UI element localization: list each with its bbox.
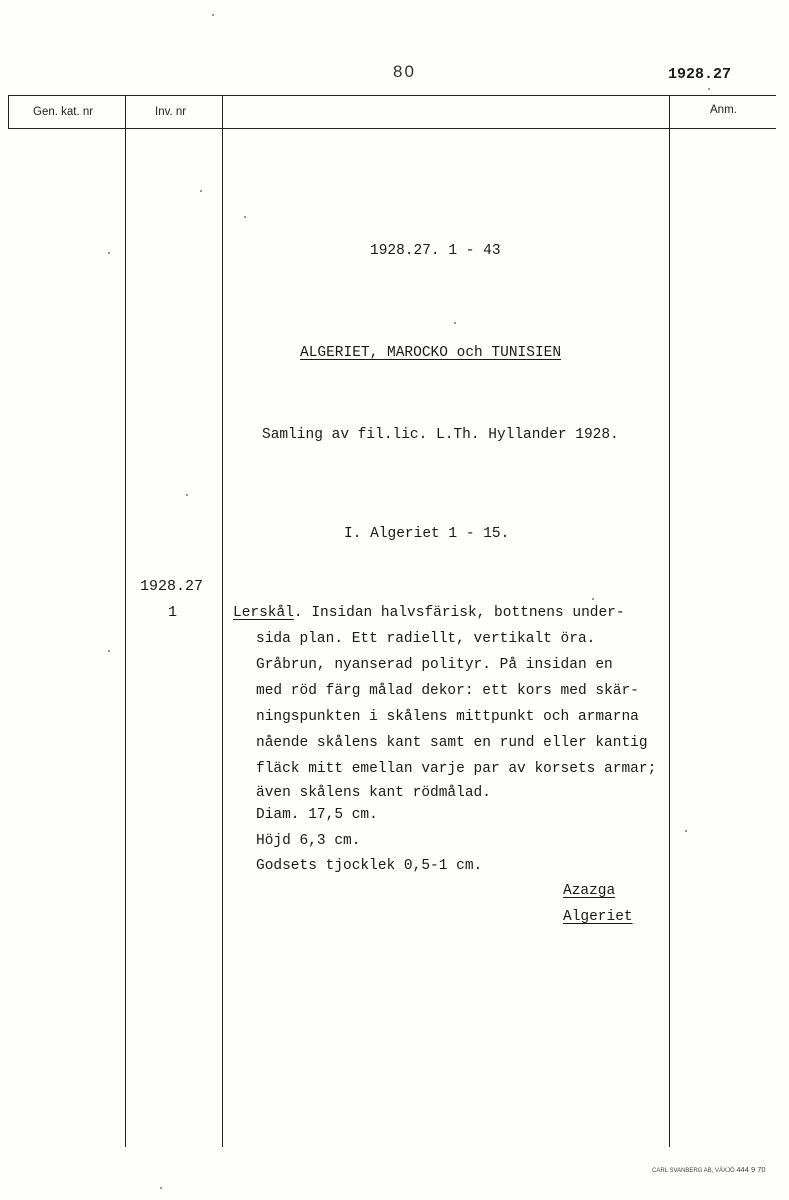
column-header-gen-kat-nr: Gen. kat. nr [33, 106, 94, 118]
speck [244, 216, 246, 218]
description-line-1 [233, 605, 625, 621]
column-header-inv-nr: Inv. nr [155, 106, 187, 118]
header-bottom-rule [8, 128, 776, 129]
collection-collector-line: Samling av fil.lic. L.Th. Hyllander 1928. [262, 427, 619, 443]
column-rule-2 [222, 95, 223, 1147]
measurement-thickness: Godsets tjocklek 0,5-1 cm. [256, 858, 483, 874]
left-border-rule [8, 95, 9, 129]
printer-imprint [652, 1165, 766, 1174]
measurement-diameter: Diam. 17,5 cm. [256, 807, 378, 823]
speck [685, 830, 687, 832]
page-number: 80 [393, 62, 416, 81]
speck [212, 14, 214, 16]
speck [592, 598, 594, 600]
collection-region-title: ALGERIET, MAROCKO och TUNISIEN [300, 345, 562, 361]
description-line-1-text: . Insidan halvsfärisk, bottnens under- [293, 605, 625, 621]
description-line-2: sida plan. Ett radiellt, vertikalt öra. [256, 631, 596, 647]
country-name: Algeriet [563, 909, 633, 925]
printer-imprint-name: CARL SVANBERG AB, VÄXJÖ [652, 1168, 735, 1174]
speck [708, 88, 710, 90]
section-heading: I. Algeriet 1 - 15. [344, 526, 510, 542]
speck [108, 650, 110, 652]
speck [160, 1187, 162, 1189]
column-rule-3 [669, 95, 670, 1147]
inv-number: 1 [168, 604, 178, 621]
description-line-4: med röd färg målad dekor: ett kors med skär- [256, 683, 639, 699]
measurement-height: Höjd 6,3 cm. [256, 833, 361, 849]
description-line-6: nående skålens kant samt en rund eller kantig [256, 735, 648, 751]
header-top-rule [8, 95, 776, 96]
speck [454, 322, 456, 324]
column-header-anm: Anm. [710, 104, 737, 116]
collection-number-range: 1928.27. 1 - 43 [370, 243, 501, 259]
description-line-7: fläck mitt emellan varje par av korsets armar; [256, 761, 657, 777]
speck [108, 252, 110, 254]
description-line-3: Gråbrun, nyanserad polityr. På insidan en [256, 657, 613, 673]
accession-year-header: 1928.27 [668, 66, 732, 83]
form-code: 444 9 70 [736, 1165, 766, 1174]
speck [200, 190, 202, 192]
description-line-5: ningspunkten i skålens mittpunkt och armarna [256, 709, 639, 725]
inv-year: 1928.27 [140, 578, 204, 595]
description-line-8: även skålens kant rödmålad. [256, 785, 491, 801]
place-name: Azazga [563, 883, 616, 899]
speck [186, 494, 188, 496]
object-name: Lerskål [233, 605, 294, 621]
column-rule-1 [125, 95, 126, 1147]
